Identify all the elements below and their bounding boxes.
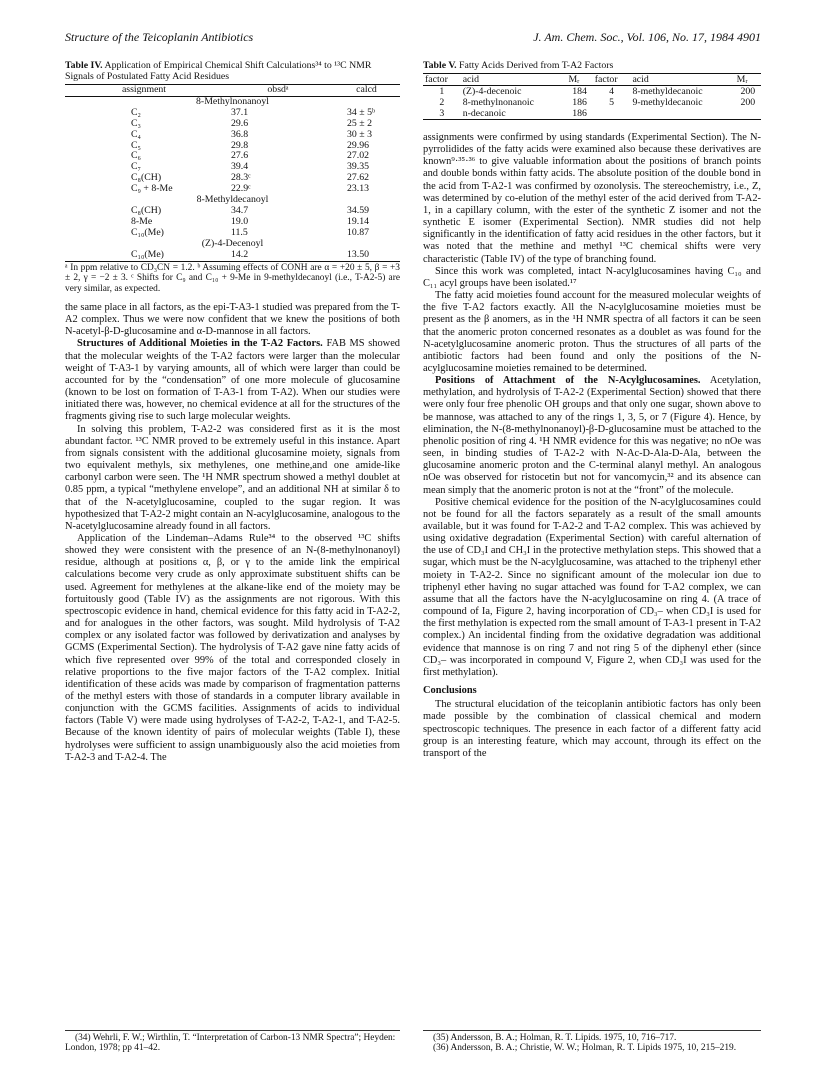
table-iv-header-cell: obsdᵃ <box>223 85 333 97</box>
table-row <box>423 108 761 120</box>
table-iv-observed: 29.6 <box>231 117 249 129</box>
table-v-title: Fatty Acids Derived from T-A2 Factors <box>459 60 614 71</box>
table-iv-calculated: 23.13 <box>347 183 370 195</box>
table-v-header-cell: factor <box>593 74 631 86</box>
table-v-cell: 8-methyldecanoic <box>632 86 703 97</box>
table-iv-calculated: 25 ± 2 <box>347 117 372 129</box>
paragraph-text: Positive chemical evidence for the position of the N-acylglucosamines could not be found for all the factors separately as a result of the small amounts available, but it was found for T-A2-2 and T-A2 complex. This was achieved by using oxidative degradation (Experimental Section) with careful alternation of the use of CD₃I and CH₃I in the protective methylation steps. This showed that a sugar, which must be the N-acylglucosamine, was attached to the triphenyl ether moiety in T-A2-2. Since no significant amount of the molecular ion due to triphenyl ether having no sugar attached was found for T-A2 complex, we can assume that all the factors have the N-acylglucosamine on ring 4. (A trace of compound of Ia, Figure 2, having incorporation of CD₃– when CD₃I is used for the first methylation is expected rom the small amount of T-A3-1 present in T-A2 complex.) An incidental finding from the oxidative degradation was additional evidence that mannose is on ring 7 and not ring 5 of the diphenyl ether (since CD₃– was incorporated in compound V, Figure 2, when CD₃I was used for the first methylation). <box>423 496 761 678</box>
table-iv-section-row <box>65 239 400 250</box>
table-iv-calculated: 34.59 <box>347 204 370 216</box>
table-iv-observed: 22.9ᶜ <box>231 183 251 195</box>
left-paragraph <box>65 533 400 764</box>
table-iv-header-cell: assignment <box>65 85 223 97</box>
paragraph-text: The fatty acid moieties found account for the measured molecular weights of the five T-A2 factors exactly. All the N-acylglucosamine moieties must be present as the β anomers, as in the ¹H NMR spectra of all factors it can be seen that the anomeric proton concerned resonates as a doublet as was found for the N-acetylglucosamine anomeric proton. Thus the structures of all parts of the antibiotic factors had been found and only the positions of the N-acylglucosamine moieties remained to be determined. <box>423 290 761 374</box>
footnote: (34) Wehrli, F. W.; Wirthlin, T. “Interpretation of Carbon-13 NMR Spectra”; Heyden: London, 1978; pp 41–42. <box>65 1033 396 1054</box>
right-paragraph <box>423 497 761 679</box>
table-v-cell: 9-methyldecanoic <box>632 97 703 108</box>
table-iv-observed: 14.2 <box>223 250 333 261</box>
paragraph-text: Application of the Lindeman–Adams Rule³⁴ to the observed ¹³C shifts showed they were consistent with the presence of an N-(8-methylnonanoyl) residue, although at positions α, β, or γ to the amide link the empirical calculations become very crude as only approximate substituent shifts can be used. Agreement for methylenes at the alkane-like end of the moiety may be fortuitously good (Table IV) as the assignments are not rigorous. With this spectroscopic evidence in hand, chemical evidence for this fatty acid in T-A2-2, and for analogues in the other factors, was sought. Mild hydrolysis of T-A2 complex or any isolated factor was followed by derivatization and analyses by GCMS (Experimental Section). The hydrolysis of T-A2 gave nine fatty acids of which five represented over 99% of the total and corresponded closely in relative proportions to the five major factors of the T-A2 complex. Initial identification of these acids was made by comparison of fragmentation patterns of the methyl esters with those of standards in a computer library available in conjunction with the GCMS facilities. Assignments of acids to individual factors (Table V) were made using hydrolyses of T-A2-2, T-A2-1, and T-A2-5. Because of the known identity of pairs of molecular weights (Table I), these hydrolyses were sufficient to assign unambiguously also the acid moieties from T-A2-3 and T-A2-4. The <box>65 532 400 763</box>
table-v-header-cell: factor <box>423 74 461 86</box>
table-v-cell: 4 <box>609 86 615 97</box>
table-iv-calculated: 39.35 <box>347 161 370 173</box>
table-v-cell: 2 <box>439 97 445 108</box>
paragraph-text: In solving this problem, T-A2-2 was considered first as it is the most abundant factor. ¹³C NMR proved to be extremely useful in this instance. Apart from signals consistent with the additional glucosamine moiety, signals from two equivalent methyls, six methylenes, one methine,and one amide-like carbonyl carbon were seen. The ¹H NMR spectrum showed a methyl doublet at 0.85 ppm, a typical “methylene envelope”, and an additional NH at similar δ to that of the N-acetylglucosamine, coupled to the sugar region. It was hypothesized that T-A2-2 might contain an N-acylglucosamine, analogous to the N-acetylglucosamine already found in all factors. <box>65 423 400 532</box>
section-heading: Positions of Attachment of the N-Acylglucosamines. <box>435 375 701 387</box>
table-iv-section-title: 8-Methyldecanoyl <box>196 194 269 206</box>
footnotes-left <box>65 1030 400 1054</box>
table-v-header-cell: Mᵣ <box>566 74 592 86</box>
table-v-header-cell: acid <box>630 74 734 86</box>
table-iv-assignment: C₁₀(Me) <box>65 250 223 261</box>
table-iv-observed: 29.8 <box>231 139 249 151</box>
table-iv-assignment: C₅ <box>131 139 141 151</box>
table-iv-observed: 28.3ᶜ <box>231 172 251 184</box>
right-paragraph <box>423 132 761 266</box>
paragraph-text: Since this work was completed, intact N-acylglucosamines having C₁₀ and C₁₁ acyl groups have been isolated.¹⁷ <box>423 265 761 289</box>
table-iv-label: Table IV. <box>65 60 103 71</box>
left-paragraph <box>65 302 400 338</box>
table-iv-footnote: ᵃ In ppm relative to CD₃CN = 1.2. ᵇ Assuming effects of CONH are α = +20 ± 5, β = +3 ± 2, γ = −2 ± 3. ᶜ Shifts for C₉ and C₁₀ + 9-Me in 9-methyldecanoyl (i.e., T-A2-5) are very similar, as expected. <box>65 262 400 294</box>
left-body-text <box>65 302 400 764</box>
table-iv-assignment: C₃ <box>131 117 141 129</box>
table-iv-observed: 11.5 <box>231 226 248 238</box>
table-iv-section-title: 8-Methylnonanoyl <box>196 95 269 107</box>
paragraph-text: the same place in all factors, as the epi-T-A3-1 studied was prepared from the T-A2 complex. Thus we were now confident that we knew the positions of both N-acetyl-β-D-glucosamine and α-D-mannose in all factors. <box>65 302 400 338</box>
table-v-cell: 1 <box>439 86 445 97</box>
table-v-cell: 184 <box>572 86 587 97</box>
running-title: Structure of the Teicoplanin Antibiotics <box>65 30 254 44</box>
table-iv-assignment: C₉ + 8-Me <box>131 183 173 195</box>
right-body-text <box>423 132 761 679</box>
right-column <box>423 60 761 760</box>
table-iv-calculated: 27.02 <box>347 150 370 162</box>
table-iv-observed: 27.6 <box>231 150 249 162</box>
table-v-header-cell: acid <box>461 74 567 86</box>
table-iv-assignment: C₈(CH) <box>131 204 162 216</box>
table-row <box>423 86 761 98</box>
table-iv <box>65 84 400 262</box>
table-iv-section-title: (Z)-4-Decenoyl <box>201 237 264 249</box>
table-iv-assignment: C₁₀(Me) <box>131 226 164 238</box>
left-column <box>65 60 400 764</box>
paragraph-text: assignments were confirmed by using standards (Experimental Section). The N-pyrrolidides of the fatty acids were examined also because these derivatives are known⁹·³⁵·³⁶ to give valuable information about the positions of branch points and double bonds within fatty acids. The absolute position of the double bond in the acid from T-A2-1 was confirmed by ozonolysis. The stereochemistry, i.e., Z, was determined by co-elution of the methyl ester of the acid derived from T-A2-1, in a capillary column, with the ester of the synthetic Z isomer and not the synthetic E isomer (Experimental Section). NMR studies did not help significantly in the identification of fatty acid residues in the other factors, but it was noted that the methine and methyl ¹³C chemical shifts were very characteristic (Table IV) of the type of branching found. <box>423 132 761 265</box>
table-v-cell <box>593 108 631 120</box>
table-iv-assignment: C₄ <box>131 128 141 140</box>
footnote: (36) Andersson, B. A.; Christie, W. W.; Holman, R. T. Lipids 1975, 10, 215–219. <box>433 1043 737 1054</box>
table-v-cell <box>630 108 734 120</box>
left-paragraph <box>65 424 400 533</box>
section-heading: Structures of Additional Moieties in the T-A2 Factors. <box>77 338 323 350</box>
table-row <box>65 130 400 141</box>
table-iv-calculated: 34 ± 5ᵇ <box>347 106 376 118</box>
table-iv-assignment: C₂ <box>131 106 141 118</box>
table-v-cell: 200 <box>740 86 756 97</box>
table-iv-calculated: 27.62 <box>347 172 370 184</box>
table-iv-assignment: 8-Me <box>131 215 153 227</box>
table-iv-assignment: C₈(CH) <box>131 172 162 184</box>
table-iv-header-cell: calcd <box>333 85 400 97</box>
table-iv-calculated: 19.14 <box>347 215 370 227</box>
table-iv-observed: 39.4 <box>231 161 249 173</box>
table-iv-observed: 36.8 <box>231 128 249 140</box>
table-iv-observed: 19.0 <box>231 215 249 227</box>
table-v-cell: n-decanoic <box>461 108 567 120</box>
right-paragraph <box>423 290 761 375</box>
left-paragraph <box>65 338 400 423</box>
table-v-header-cell: Mᵣ <box>735 74 761 86</box>
footnote: (35) Andersson, B. A.; Holman, R. T. Lipids. 1975, 10, 716–717. <box>433 1033 677 1043</box>
table-row <box>65 250 400 261</box>
conclusions-paragraph: The structural elucidation of the teicoplanin antibiotic factors has only been made possible by the combination of classical chemical and modern spectroscopic techniques. The presence in each factor of a different fatty acid group is an interesting feature, which may account, through its effect on the transport of the <box>423 699 761 759</box>
table-v-caption <box>423 60 761 71</box>
table-iv-title: Application of Empirical Chemical Shift Calculations³⁴ to ¹³C NMR Signals of Postulated Fatty Acid Residues <box>65 60 372 82</box>
table-v-label: Table V. <box>423 60 457 71</box>
table-iv-assignment: C₆ <box>131 150 141 162</box>
conclusions-heading: Conclusions <box>423 685 477 697</box>
table-iv-calculated: 29.96 <box>347 139 370 151</box>
right-paragraph <box>423 266 761 290</box>
paragraph-text: Acetylation, methylation, and hydrolysis of T-A2-2 (Experimental Section) showed that there were only four free phenolic OH groups and that only one sugar, shown above to be mannose, was attached to any of the rings 1, 3, 5, or 7 (Figure 4). Hence, by elimination, the N-(8-methylnonanoyl)-β-D-glucosamine must be attached to the phenolic position of ring 4. ¹H NMR evidence for this was negative; no nOe was seen, in binding studies of T-A2-2 with N-Ac-D-Ala-D-Ala, between the glucosamine anomeric proton and the C-terminal alanyl methyl. An analogous nOe was observed for ristocetin but not for vancomycin,³² and its absence can mean simply that the anomeric proton is not at the “front” of the molecule. <box>423 375 761 496</box>
table-v-cell <box>735 108 761 120</box>
table-iv-observed: 37.1 <box>231 106 249 118</box>
table-v-cell: 186 <box>572 97 587 108</box>
table-v-cell: 3 <box>423 108 461 120</box>
right-paragraph <box>423 375 761 497</box>
table-iv-calculated: 13.50 <box>333 250 400 261</box>
table-iv-assignment: C₇ <box>131 161 141 173</box>
running-header <box>65 30 761 46</box>
journal-citation: J. Am. Chem. Soc., Vol. 106, No. 17, 1984 4901 <box>533 30 761 44</box>
table-row <box>65 119 400 130</box>
table-iv-calculated: 30 ± 3 <box>347 128 372 140</box>
footnotes-right <box>423 1030 761 1054</box>
table-v-cell: (Z)-4-decenoic <box>462 86 522 97</box>
table-iv-calculated: 10.87 <box>347 226 370 238</box>
paragraph-text: FAB MS showed that the molecular weights of the T-A2 factors were larger than the molecular weight of T-A3-1 by varying amounts, all of which were larger than could be accounted for by the “condensation” of one more molecule of glucosamine (known to be lost on formation of T-A3-1 from T-A2). When our studies were initiated there was, however, no chemical evidence at all for the structures of the fragments giving rise to such large molecular weights. <box>65 338 400 423</box>
table-v-cell: 5 <box>609 97 615 108</box>
table-iv-caption <box>65 60 400 82</box>
table-iv-observed: 34.7 <box>231 204 249 216</box>
table-v <box>423 73 761 120</box>
table-v-cell: 186 <box>566 108 592 120</box>
table-v-cell: 200 <box>740 97 756 108</box>
table-v-cell: 8-methylnonanoic <box>462 97 534 108</box>
table-row <box>423 97 761 108</box>
